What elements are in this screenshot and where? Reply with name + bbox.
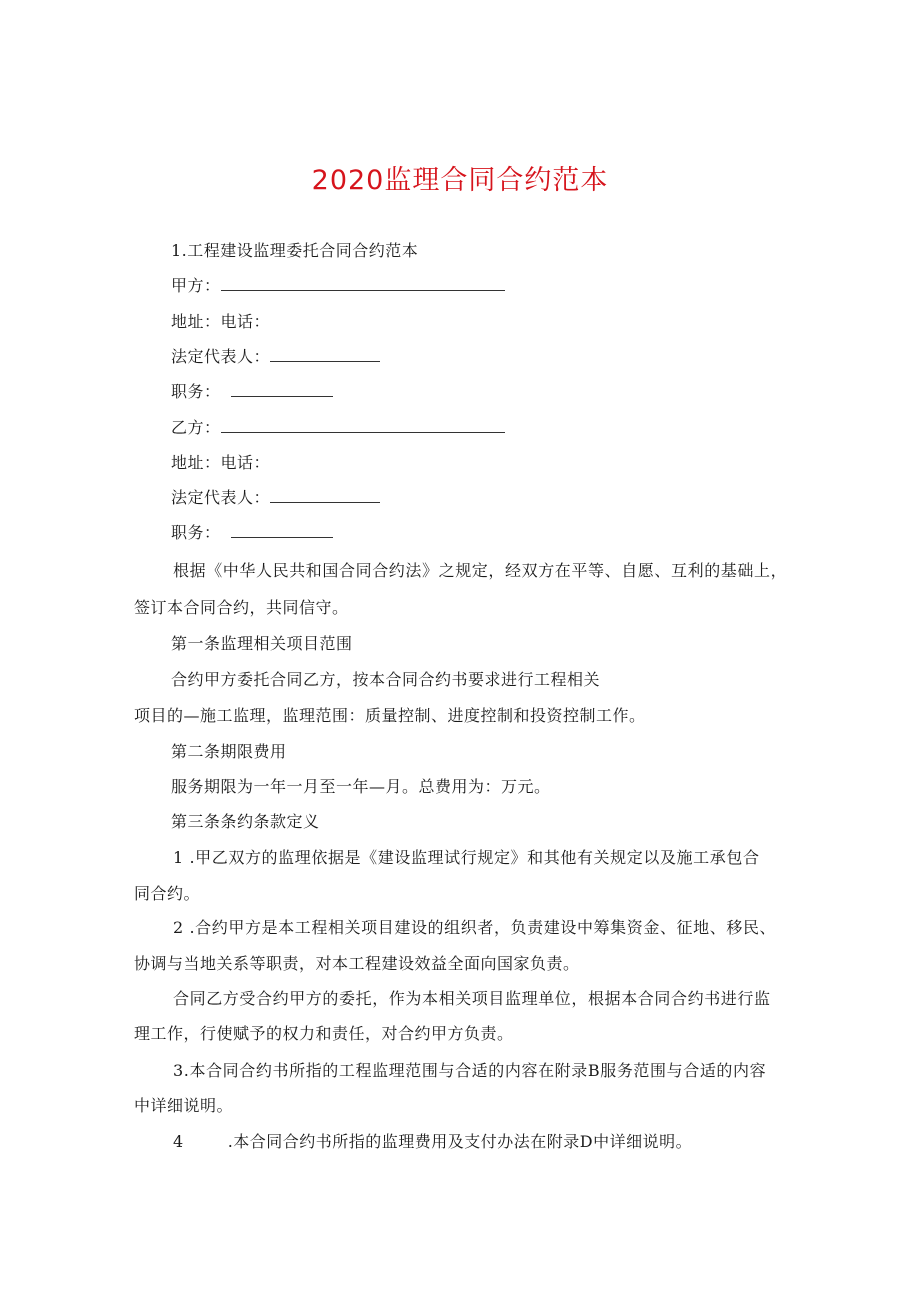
article-1-title: 第一条监理相关项目范围 <box>171 634 353 653</box>
position-a-blank <box>231 382 333 397</box>
party-b-blank <box>221 418 505 433</box>
clause-4-number: 4 <box>173 1132 184 1151</box>
legal-rep-a-row <box>171 347 380 367</box>
position-a-label: 职务： <box>171 382 221 401</box>
article-1-line2: 项目的—施工监理，监理范围：质量控制、进度控制和投资控制工作。 <box>134 706 646 725</box>
clause-2-line2: 协调与当地关系等职责，对本工程建设效益全面向国家负责。 <box>134 954 580 973</box>
clause-2b-line2: 理工作，行使赋予的权力和责任，对合约甲方负责。 <box>134 1024 514 1043</box>
party-a-blank <box>221 276 505 291</box>
position-b-blank <box>231 523 333 538</box>
document-title: 2020监理合同合约范本 <box>311 165 609 196</box>
position-a-row <box>171 382 333 402</box>
legal-rep-a-blank <box>270 347 380 362</box>
article-2-title: 第二条期限费用 <box>171 742 287 761</box>
clause-4-row <box>173 1132 692 1152</box>
party-b-label: 乙方： <box>171 418 221 437</box>
clause-2-line1: 2 .合约甲方是本工程相关项目建设的组织者，负责建设中筹集资金、征地、移民、 <box>173 918 777 937</box>
legal-rep-a-label: 法定代表人： <box>171 347 271 366</box>
legal-rep-b-row <box>171 488 380 508</box>
position-b-label: 职务： <box>171 523 221 542</box>
clause-3-line1: 3.本合同合约书所指的工程监理范围与合适的内容在附录B服务范围与合适的内容 <box>173 1061 767 1080</box>
legal-rep-b-blank <box>270 488 380 503</box>
intro-paragraph-line1: 根据《中华人民共和国合同合约法》之规定，经双方在平等、自愿、互利的基础上， <box>173 561 788 580</box>
clause-1-line2: 同合约。 <box>134 884 201 903</box>
article-1-line1: 合约甲方委托合同乙方，按本合同合约书要求进行工程相关 <box>171 670 601 689</box>
clause-2b-line1: 合同乙方受合约甲方的委托，作为本相关项目监理单位，根据本合同合约书进行监 <box>173 989 771 1008</box>
position-b-row <box>171 523 333 543</box>
contract-heading: 1.工程建设监理委托合同合约范本 <box>171 241 419 260</box>
intro-paragraph-line2: 签订本合同合约，共同信守。 <box>134 598 349 617</box>
party-a-label: 甲方： <box>171 276 221 295</box>
clause-1-line1: 1 .甲乙双方的监理依据是《建设监理试行规定》和其他有关规定以及施工承包合 <box>173 848 760 867</box>
party-b-row <box>171 418 505 438</box>
clause-3-line2: 中详细说明。 <box>134 1096 234 1115</box>
address-phone-a: 地址：电话： <box>171 312 271 331</box>
clause-4-text: .本合同合约书所指的监理费用及支付办法在附录D中详细说明。 <box>227 1132 693 1151</box>
party-a-row <box>171 276 505 296</box>
address-phone-b: 地址：电话： <box>171 453 271 472</box>
legal-rep-b-label: 法定代表人： <box>171 488 271 507</box>
article-3-title: 第三条条约条款定义 <box>171 812 320 831</box>
article-2-line1: 服务期限为一年一月至一年—月。总费用为：万元。 <box>171 777 551 796</box>
